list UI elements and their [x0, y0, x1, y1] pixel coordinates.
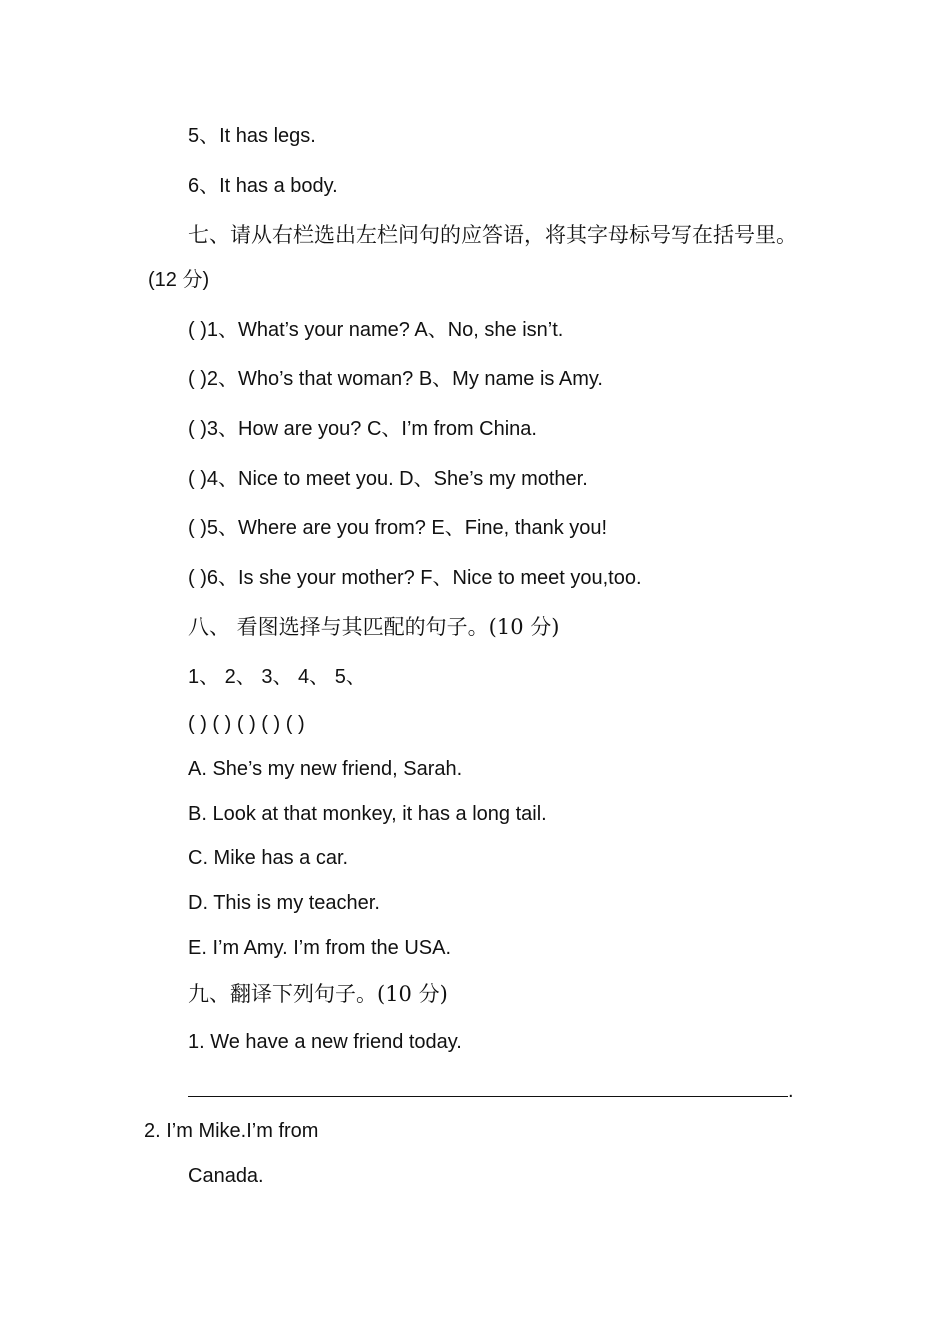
section6-item-6: 6、It has a body.: [188, 175, 338, 197]
section8-numbers: 1、 2、 3、 4、 5、: [188, 666, 366, 688]
section7-item-4: ( )4、Nice to meet you. D、She’s my mother.: [188, 468, 588, 490]
section7-score: (12 分): [148, 269, 210, 291]
section7-item-6: ( )6、Is she your mother? F、Nice to meet you,too.: [188, 567, 642, 589]
section9-sentence-1: 1. We have a new friend today.: [188, 1031, 462, 1053]
section9-sentence-2-part2: Canada.: [188, 1165, 264, 1187]
section8-brackets: ( ) ( ) ( ) ( ) ( ): [188, 713, 305, 735]
answer-underline[interactable]: [188, 1078, 788, 1097]
answer-blank-line[interactable]: [188, 1078, 794, 1103]
section7-item-5: ( )5、Where are you from? E、Fine, thank you!: [188, 517, 608, 539]
section8-heading: 八、 看图选择与其匹配的句子。(10 分): [188, 615, 560, 639]
section8-option-a: A. She’s my new friend, Sarah.: [188, 758, 463, 780]
section9-sentence-2-part1: 2. I’m Mike.I’m from: [144, 1120, 319, 1142]
section7-item-3: ( )3、How are you? C、I’m from China.: [188, 418, 537, 440]
section7-heading: 七、请从右栏选出左栏问句的应答语，将其字母标号写在括号里。: [188, 223, 797, 247]
section6-item-5: 5、It has legs.: [188, 125, 316, 147]
section8-option-d: D. This is my teacher.: [188, 892, 380, 914]
section8-option-e: E. I’m Amy. I’m from the USA.: [188, 937, 452, 959]
section7-item-2: ( )2、Who’s that woman? B、My name is Amy.: [188, 368, 603, 390]
section8-option-c: C. Mike has a car.: [188, 847, 349, 869]
section7-item-1: ( )1、What’s your name? A、No, she isn’t.: [188, 319, 564, 341]
section8-option-b: B. Look at that monkey, it has a long tail.: [188, 803, 547, 825]
section9-heading: 九、翻译下列句子。(10 分): [188, 982, 448, 1006]
answer-period: .: [788, 1080, 794, 1102]
